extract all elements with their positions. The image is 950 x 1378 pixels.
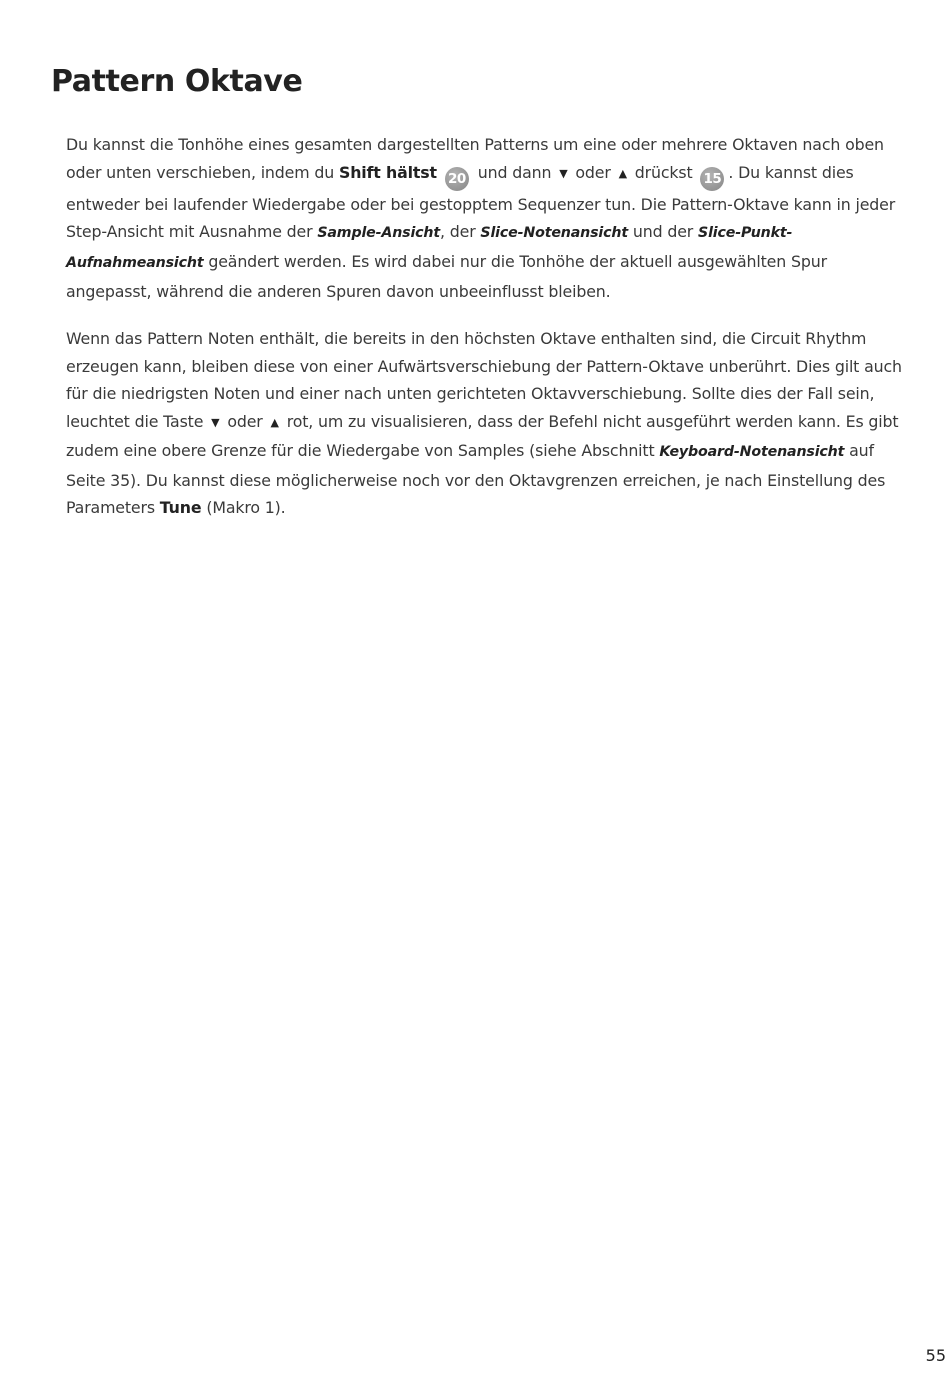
shift-hold-label: Shift hältst xyxy=(338,162,437,182)
text: und dann xyxy=(472,162,557,182)
text: , der xyxy=(440,222,481,242)
arrow-up-icon: ▲ xyxy=(618,166,627,180)
text: auf xyxy=(844,440,874,460)
sample-view-term: Sample-Ansicht xyxy=(317,225,440,242)
slice-note-view-term: Slice-Notenansicht xyxy=(480,225,628,242)
text: Du kannst die Tonhöhe eines gesamten dargestellten Patterns um eine oder mehrere Oktaven nach oben oder unten verschieben, indem du xyxy=(66,135,884,182)
text: . Du kannst dies entweder bei laufender Wiedergabe oder bei gestopptem Sequenzer tun. Die Pattern-Oktave kann in jeder Step-Ansicht mit Ausnahme der xyxy=(66,162,896,242)
page-title: Pattern Oktave xyxy=(51,64,303,99)
arrow-down-icon: ▼ xyxy=(559,166,568,180)
page-number: 55 xyxy=(925,1346,946,1365)
tune-parameter-label: Tune xyxy=(159,498,202,518)
button-number-badge-20: 20 xyxy=(445,167,469,191)
text: oder xyxy=(570,162,616,182)
slice-point-record-view-term: Slice-Punkt-Aufnahmeansicht xyxy=(66,225,793,272)
text: Wenn das Pattern Noten enthält, die bereits in den höchsten Oktave enthalten sind, die Circuit Rhythm erzeugen kann, bleiben diese von einer Aufwärtsverschiebung der Pattern-Oktave unberührt. Dies gilt auch für die niedrigsten Noten und einer nach unten gerichteten Oktavverschiebung. Sollte dies der Fall sein, leuchtet die Taste xyxy=(66,329,902,432)
text: rot, um zu visualisieren, dass der Befehl nicht ausgeführt werden kann. Es gibt zudem eine obere Grenze für die Wiedergabe von Samples (siehe Abschnitt xyxy=(66,412,899,460)
text: und der xyxy=(627,222,698,242)
arrow-up-icon: ▲ xyxy=(270,416,279,430)
text: oder xyxy=(222,412,268,432)
text: ). Du kannst diese möglicherweise noch vor den Oktavgrenzen erreichen, je nach Einstellung des Parameters xyxy=(66,470,886,518)
button-number-badge-15: 15 xyxy=(700,167,724,191)
paragraph-octave-limits xyxy=(66,325,916,522)
arrow-down-icon: ▼ xyxy=(211,416,220,430)
text: geändert werden. Es wird dabei nur die Tonhöhe der aktuell ausgewählten Spur angepasst, während die anderen Spuren davon unbeeinflusst bleiben. xyxy=(66,252,827,301)
text: (Makro 1). xyxy=(201,498,286,518)
page-link[interactable]: Seite 35 xyxy=(66,470,130,490)
text: drückst xyxy=(629,162,693,182)
keyboard-note-view-term: Keyboard-Notenansicht xyxy=(659,443,845,460)
paragraph-octave-shift xyxy=(66,131,916,306)
